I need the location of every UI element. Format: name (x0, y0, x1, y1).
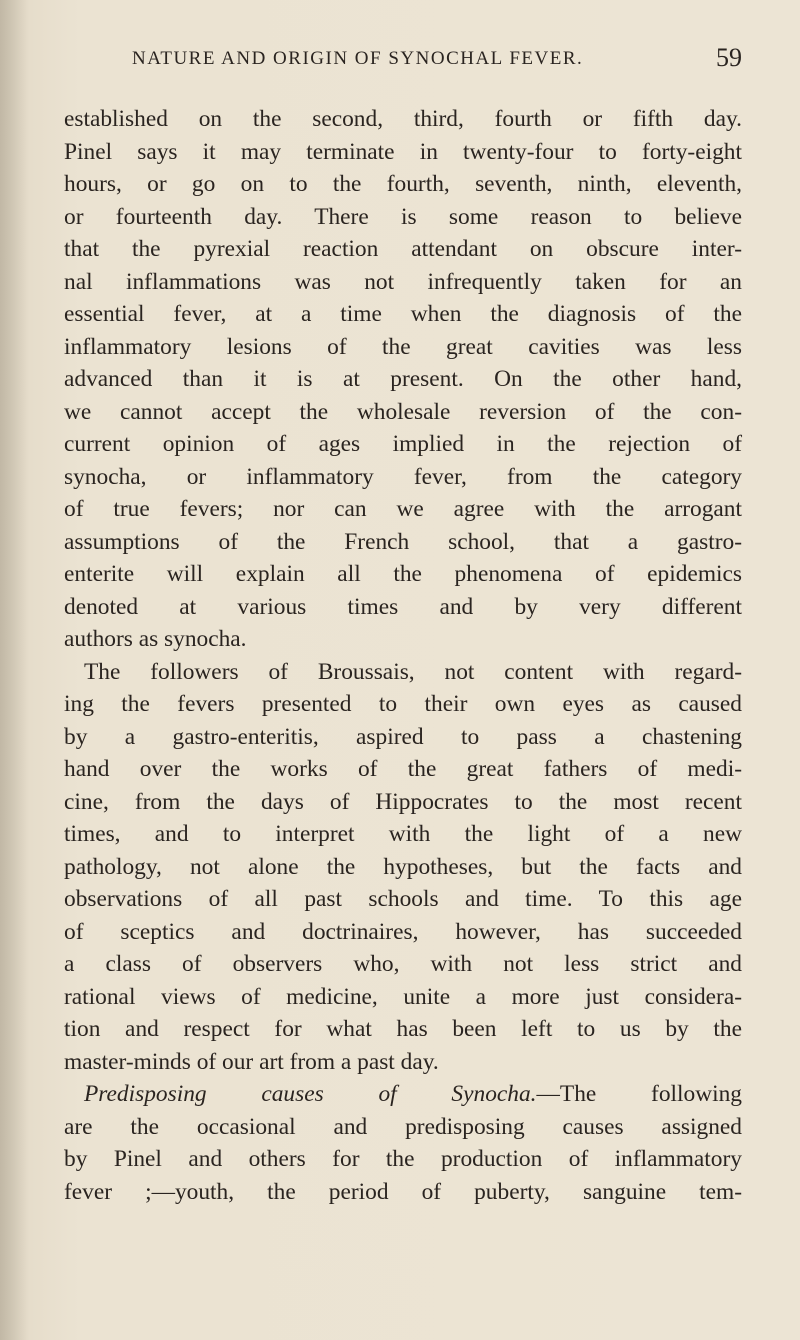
text-line: tion and respect for what has been left to us by the (64, 1016, 742, 1042)
text-line: that the pyrexial reaction attendant on obscure inter- (64, 236, 742, 262)
text-line: synocha, or inflammatory fever, from the category (64, 463, 742, 490)
text-line: current opinion of ages implied in the rejection of (64, 431, 742, 457)
text-line: pathology, not alone the hypotheses, but the facts and (64, 853, 742, 880)
spine-shadow (0, 0, 28, 1340)
text-line: essential fever, at a time when the diagnosis of the (64, 301, 742, 327)
section-heading: Predisposing causes of Synocha. (84, 1081, 537, 1107)
body-text (64, 103, 742, 1208)
heading-continuation: —The following (536, 1081, 742, 1107)
text-line: times, and to interpret with the light of a new (64, 821, 742, 847)
text-line: rational views of medicine, unite a more just considera- (64, 983, 742, 1010)
text-line: hours, or go on to the fourth, seventh, ninth, eleventh, (64, 171, 742, 197)
text-line: denoted at various times and by very different (64, 593, 742, 620)
paragraph (64, 656, 742, 1079)
paragraph (64, 1078, 742, 1208)
page-number: 59 (716, 43, 742, 72)
text-line: are the occasional and predisposing causes assigned (64, 1113, 742, 1140)
text-line: of true fevers; nor can we agree with the arrogant (64, 496, 742, 522)
text-line: Pinel says it may terminate in twenty-four to forty-eight (64, 138, 742, 165)
text-line: observations of all past schools and time. To this age (64, 886, 742, 912)
text-line: enterite will explain all the phenomena of epidemics (64, 561, 742, 587)
text-line: by a gastro-enteritis, aspired to pass a chastening (64, 723, 742, 750)
text-line: a class of observers who, with not less strict and (64, 951, 742, 977)
text-line: fever ;—youth, the period of puberty, sanguine tem- (64, 1178, 742, 1205)
text-line: hand over the works of the great fathers of medi- (64, 756, 742, 782)
text-line: or fourteenth day. There is some reason to believe (64, 203, 742, 230)
text-line: cine, from the days of Hippocrates to the most recent (64, 788, 742, 815)
page-header (60, 43, 750, 76)
text-line: inflammatory lesions of the great cavities was less (64, 333, 742, 360)
text-line: advanced than it is at present. On the other hand, (64, 366, 742, 392)
text-line: master-minds of our art from a past day. (64, 1048, 439, 1075)
text-line: ing the fevers presented to their own eyes as caused (64, 691, 742, 717)
text-line: assumptions of the French school, that a gastro- (64, 528, 742, 555)
text-line: by Pinel and others for the production of inflammatory (64, 1146, 742, 1172)
text-line (64, 1078, 742, 1111)
text-line: established on the second, third, fourth or fifth day. (64, 106, 742, 132)
text-line: we cannot accept the wholesale reversion of the con- (64, 398, 742, 425)
paragraph (64, 103, 742, 656)
text-line: nal inflammations was not infrequently taken for an (64, 268, 742, 295)
text-line: of sceptics and doctrinaires, however, has succeeded (64, 918, 742, 945)
text-line: authors as synocha. (64, 626, 247, 652)
text-line: The followers of Broussais, not content with regard- (84, 658, 742, 685)
running-head: NATURE AND ORIGIN OF SYNOCHAL FEVER. (132, 48, 584, 69)
